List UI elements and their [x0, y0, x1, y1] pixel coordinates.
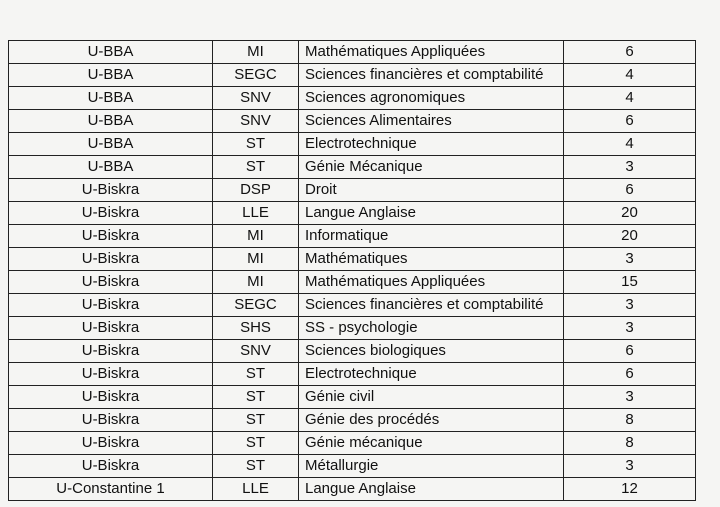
domain-code-cell: ST	[213, 363, 299, 386]
places-count-cell: 4	[564, 133, 696, 156]
domain-code-cell: SNV	[213, 110, 299, 133]
domain-code-cell: MI	[213, 271, 299, 294]
table-row	[9, 317, 696, 340]
places-count-cell: 3	[564, 248, 696, 271]
university-cell: U-BBA	[9, 110, 213, 133]
specialty-cell: Informatique	[299, 225, 564, 248]
specialty-cell: Génie Mécanique	[299, 156, 564, 179]
table-row	[9, 64, 696, 87]
domain-code-cell: MI	[213, 248, 299, 271]
university-cell: U-Biskra	[9, 363, 213, 386]
specialty-cell: Langue Anglaise	[299, 202, 564, 225]
quota-table	[8, 40, 696, 501]
specialty-cell: Sciences Alimentaires	[299, 110, 564, 133]
table-row	[9, 156, 696, 179]
university-cell: U-BBA	[9, 87, 213, 110]
university-cell: U-BBA	[9, 64, 213, 87]
specialty-cell: Langue Anglaise	[299, 478, 564, 501]
places-count-cell: 4	[564, 87, 696, 110]
table-row	[9, 340, 696, 363]
university-cell: U-Biskra	[9, 386, 213, 409]
specialty-cell: Electrotechnique	[299, 133, 564, 156]
specialty-cell: Electrotechnique	[299, 363, 564, 386]
university-cell: U-BBA	[9, 133, 213, 156]
places-count-cell: 15	[564, 271, 696, 294]
specialty-cell: Mathématiques	[299, 248, 564, 271]
domain-code-cell: SNV	[213, 340, 299, 363]
domain-code-cell: ST	[213, 455, 299, 478]
specialty-cell: Sciences financières et comptabilité	[299, 294, 564, 317]
places-count-cell: 8	[564, 432, 696, 455]
domain-code-cell: SHS	[213, 317, 299, 340]
specialty-cell: Sciences biologiques	[299, 340, 564, 363]
university-cell: U-Biskra	[9, 455, 213, 478]
domain-code-cell: SNV	[213, 87, 299, 110]
table-row	[9, 41, 696, 64]
places-count-cell: 6	[564, 110, 696, 133]
specialty-cell: Sciences financières et comptabilité	[299, 64, 564, 87]
table-row	[9, 110, 696, 133]
places-count-cell: 12	[564, 478, 696, 501]
places-count-cell: 6	[564, 363, 696, 386]
university-cell: U-Biskra	[9, 294, 213, 317]
places-count-cell: 3	[564, 317, 696, 340]
domain-code-cell: LLE	[213, 478, 299, 501]
table-row	[9, 386, 696, 409]
table-row	[9, 87, 696, 110]
specialty-cell: SS - psychologie	[299, 317, 564, 340]
domain-code-cell: MI	[213, 41, 299, 64]
domain-code-cell: MI	[213, 225, 299, 248]
domain-code-cell: ST	[213, 409, 299, 432]
places-count-cell: 20	[564, 225, 696, 248]
domain-code-cell: LLE	[213, 202, 299, 225]
university-cell: U-Biskra	[9, 409, 213, 432]
university-cell: U-BBA	[9, 41, 213, 64]
specialty-cell: Mathématiques Appliquées	[299, 271, 564, 294]
university-cell: U-Biskra	[9, 179, 213, 202]
specialty-cell: Métallurgie	[299, 455, 564, 478]
places-count-cell: 3	[564, 294, 696, 317]
table-row	[9, 133, 696, 156]
domain-code-cell: SEGC	[213, 294, 299, 317]
table-row	[9, 179, 696, 202]
places-count-cell: 3	[564, 386, 696, 409]
university-cell: U-Biskra	[9, 340, 213, 363]
domain-code-cell: DSP	[213, 179, 299, 202]
university-cell: U-Biskra	[9, 248, 213, 271]
domain-code-cell: ST	[213, 386, 299, 409]
table-row	[9, 225, 696, 248]
university-cell: U-Biskra	[9, 225, 213, 248]
table-row	[9, 363, 696, 386]
university-cell: U-BBA	[9, 156, 213, 179]
table-row	[9, 455, 696, 478]
table-row	[9, 294, 696, 317]
university-cell: U-Biskra	[9, 432, 213, 455]
table-row	[9, 271, 696, 294]
table-body	[9, 41, 696, 501]
specialty-cell: Mathématiques Appliquées	[299, 41, 564, 64]
places-count-cell: 8	[564, 409, 696, 432]
places-count-cell: 6	[564, 340, 696, 363]
table-row	[9, 248, 696, 271]
domain-code-cell: SEGC	[213, 64, 299, 87]
places-count-cell: 3	[564, 455, 696, 478]
places-count-cell: 20	[564, 202, 696, 225]
table-row	[9, 432, 696, 455]
specialty-cell: Génie mécanique	[299, 432, 564, 455]
places-count-cell: 6	[564, 179, 696, 202]
specialty-cell: Sciences agronomiques	[299, 87, 564, 110]
university-cell: U-Constantine 1	[9, 478, 213, 501]
places-count-cell: 6	[564, 41, 696, 64]
university-cell: U-Biskra	[9, 271, 213, 294]
domain-code-cell: ST	[213, 156, 299, 179]
table-row	[9, 409, 696, 432]
specialty-cell: Génie des procédés	[299, 409, 564, 432]
domain-code-cell: ST	[213, 133, 299, 156]
table-row	[9, 478, 696, 501]
table-row	[9, 202, 696, 225]
university-cell: U-Biskra	[9, 202, 213, 225]
places-count-cell: 4	[564, 64, 696, 87]
university-cell: U-Biskra	[9, 317, 213, 340]
places-count-cell: 3	[564, 156, 696, 179]
specialty-cell: Droit	[299, 179, 564, 202]
specialty-cell: Génie civil	[299, 386, 564, 409]
domain-code-cell: ST	[213, 432, 299, 455]
